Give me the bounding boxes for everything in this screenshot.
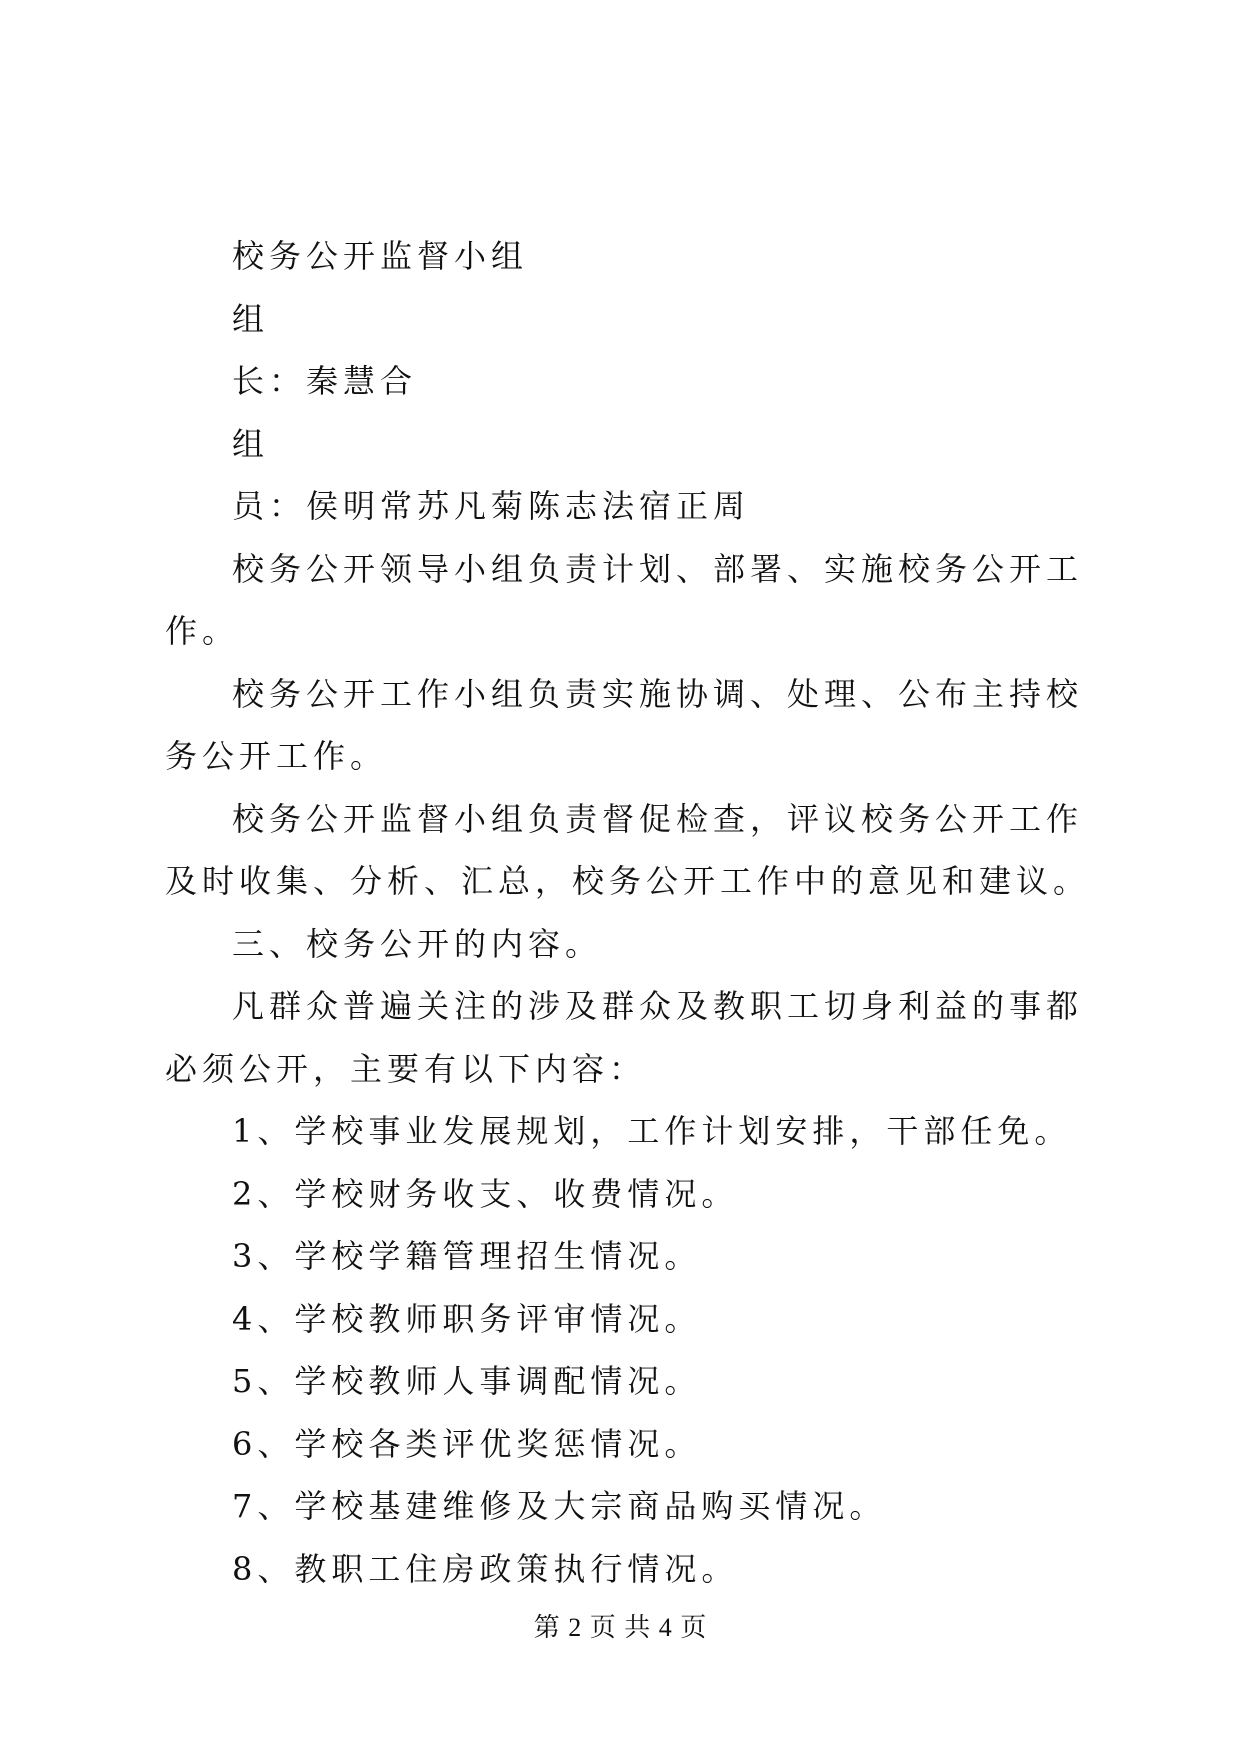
- list-item: 4、学校教师职务评审情况。: [232, 1299, 702, 1338]
- subsection-heading-supervision-group: 校务公开监督小组: [232, 237, 529, 275]
- group-leader-line: 长：秦慧合: [232, 362, 418, 400]
- list-item: 3、学校学籍管理招生情况。: [232, 1237, 702, 1275]
- page-number-footer: 第 2 页 共 4 页: [533, 1613, 708, 1642]
- role-label-fragment: 组: [232, 299, 270, 338]
- list-item: 6、学校各类评优奖惩情况。: [232, 1424, 702, 1463]
- list-item: 7、学校基建维修及大宗商品购买情况。: [232, 1487, 887, 1525]
- document-body: [165, 225, 1090, 1600]
- paragraph-working-group-duty: 校务公开工作小组负责实施协调、处理、公布主持校务公开工作。: [165, 674, 1084, 775]
- list-item: 1、学校事业发展规划，工作计划安排，干部任免。: [232, 1112, 1072, 1150]
- paragraph-supervision-duty: 校务公开监督小组负责督促检查，评议校务公开工作及时收集、分析、汇总，校务公开工作中的意见和建议。: [165, 799, 1091, 900]
- list-item: 2、学校财务收支、收费情况。: [232, 1174, 739, 1213]
- paragraph-disclosure-scope: 凡群众普遍关注的涉及群众及教职工切身利益的事都必须公开，主要有以下内容：: [165, 987, 1084, 1088]
- group-members-line: 员：侯明常苏凡菊陈志法宿正周: [232, 487, 751, 525]
- section-heading-content: 三、校务公开的内容。: [232, 924, 603, 963]
- role-label-fragment: 组: [232, 424, 270, 463]
- list-item: 5、学校教师人事调配情况。: [232, 1362, 702, 1400]
- list-item: 8、教职工住房政策执行情况。: [232, 1549, 739, 1588]
- paragraph-leadership-duty: 校务公开领导小组负责计划、部署、实施校务公开工作。: [165, 549, 1084, 650]
